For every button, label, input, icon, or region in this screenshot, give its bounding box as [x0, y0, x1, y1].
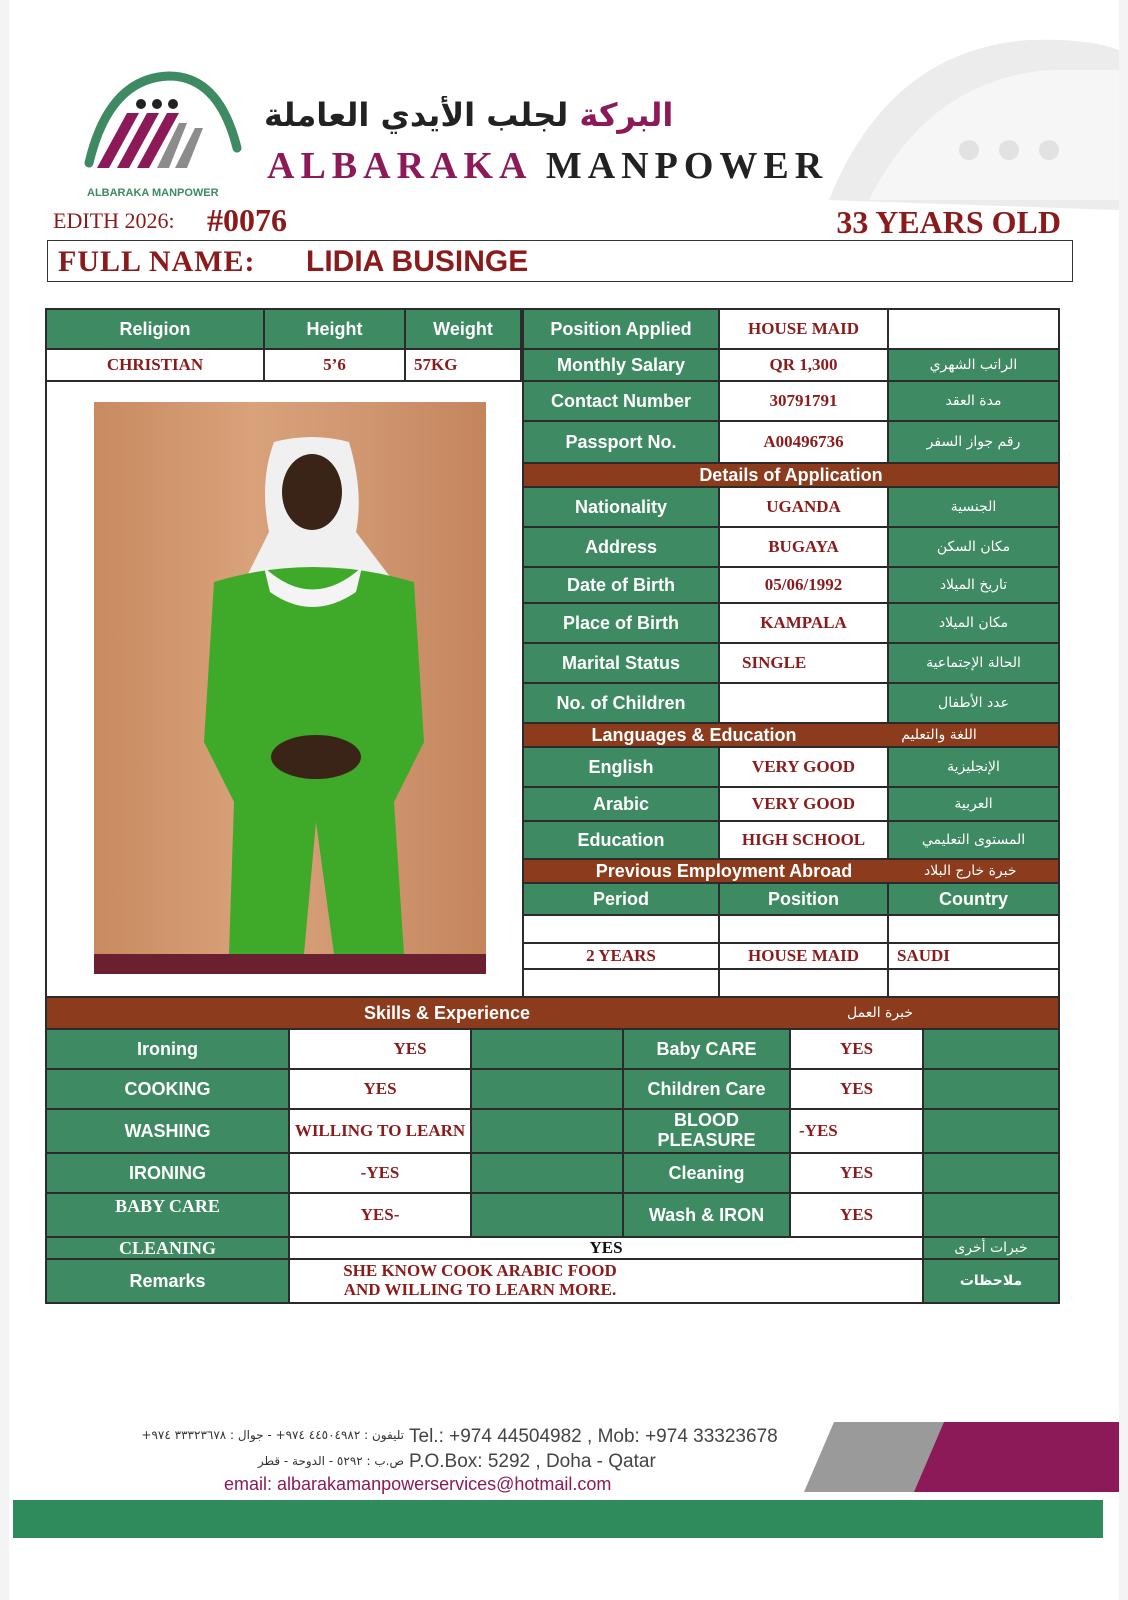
education-value: HIGH SCHOOL: [718, 820, 889, 860]
remarks-text: SHE KNOW COOK ARABIC FOOD AND WILLING TO LEARN MORE.: [343, 1261, 617, 1299]
nationality-value: UGANDA: [718, 486, 889, 528]
skill-left-label: Ironing: [45, 1028, 290, 1070]
skill-left-value: YES: [288, 1028, 472, 1070]
position-applied-value: HOUSE MAID: [718, 308, 889, 350]
employment-country: SAUDI: [887, 942, 1060, 970]
skills-header-arabic: خبرة العمل: [847, 1005, 913, 1021]
footer-email[interactable]: email: albarakamanpowerservices@hotmail.com: [224, 1474, 612, 1494]
position-applied-label: Position Applied: [522, 308, 720, 350]
skill-right-value: YES: [789, 1068, 924, 1110]
dob-value: 05/06/1992: [718, 566, 889, 604]
children-label: No. of Children: [522, 682, 720, 724]
cleaning-label: CLEANING: [45, 1236, 290, 1260]
skill-right-spacer: [922, 1192, 1060, 1238]
employment-period: 2 YEARS: [522, 942, 720, 970]
employment-empty-country: [887, 914, 1060, 944]
footer-arabic-phone: تليفون : ٤٤٥٠٤٩٨٢ ٩٧٤+ - جوال : ٣٣٣٢٣٦٧٨ ٩٧٤+: [141, 1428, 404, 1442]
footer-arabic-pobox: ص.ب : ٥٢٩٢ - الدوحة - قطر: [257, 1454, 404, 1468]
contact-number-value: 30791791: [718, 380, 889, 422]
full-name-box: [47, 240, 1073, 282]
marital-status-label: Marital Status: [522, 642, 720, 684]
skill-right-spacer: [922, 1068, 1060, 1110]
logo-caption: ALBARAKA MANPOWER: [87, 187, 219, 199]
position-column-label: Position: [718, 882, 889, 916]
skill-spacer: [470, 1192, 624, 1238]
skill-left-value: YES: [288, 1068, 472, 1110]
languages-header: [522, 722, 1060, 748]
full-name-value: LIDIA BUSINGE: [306, 245, 529, 278]
address-arabic: مكان السكن: [887, 526, 1060, 568]
employment-empty-position-2: [718, 968, 889, 998]
weight-value: 57KG: [404, 348, 522, 382]
country-label: Country: [887, 882, 1060, 916]
footer-tel: Tel.: +974 44504982 , Mob: +974 33323678: [409, 1426, 778, 1447]
skill-right-label: BLOOD PLEASURE: [622, 1108, 791, 1154]
children-arabic: عدد الأطفال: [887, 682, 1060, 724]
address-label: Address: [522, 526, 720, 568]
children-value: [718, 682, 889, 724]
passport-arabic: رقم جواز السفر: [887, 420, 1060, 464]
dob-label: Date of Birth: [522, 566, 720, 604]
footer-pobox: P.O.Box: 5292 , Doha - Qatar: [409, 1451, 656, 1472]
religion-value: CHRISTIAN: [45, 348, 265, 382]
skill-spacer: [470, 1068, 624, 1110]
address-value: BUGAYA: [718, 526, 889, 568]
skill-left-value: WILLING TO LEARN: [288, 1108, 472, 1154]
skill-right-spacer: [922, 1152, 1060, 1194]
weight-label: Weight: [404, 308, 522, 350]
decorative-arch-watermark: [829, 30, 1119, 210]
arabic-company-title: البركة لجلب الأيدي العاملة: [264, 96, 674, 134]
full-name-label: FULL NAME:: [58, 245, 256, 278]
employment-empty-position: [718, 914, 889, 944]
skill-right-value: YES: [789, 1028, 924, 1070]
dob-arabic: تاريخ الميلاد: [887, 566, 1060, 604]
footer-decoration: [804, 1422, 1119, 1492]
religion-label: Religion: [45, 308, 265, 350]
skill-spacer: [470, 1028, 624, 1070]
employment-empty-country-2: [887, 968, 1060, 998]
skill-right-spacer: [922, 1108, 1060, 1154]
monthly-salary-value: QR 1,300: [718, 348, 889, 382]
remarks-value: [288, 1258, 924, 1304]
nationality-label: Nationality: [522, 486, 720, 528]
skill-spacer: [470, 1108, 624, 1154]
details-header: Details of Application: [522, 462, 1060, 488]
height-value: 5’6: [263, 348, 406, 382]
cleaning-value: YES: [288, 1236, 924, 1260]
employment-empty-period-2: [522, 968, 720, 998]
skill-left-value: -YES: [288, 1152, 472, 1194]
marital-status-value: SINGLE: [718, 642, 889, 684]
english-arabic: الإنجليزية: [887, 746, 1060, 788]
footer-green-band: [13, 1500, 1103, 1538]
contact-number-label: Contact Number: [522, 380, 720, 422]
english-value: VERY GOOD: [718, 746, 889, 788]
skill-left-label: IRONING: [45, 1152, 290, 1194]
languages-header-arabic: اللغة والتعليم: [901, 727, 977, 743]
age: 33 YEARS OLD: [836, 204, 1061, 240]
skill-right-label: Baby CARE: [622, 1028, 791, 1070]
remarks-arabic: ملاحظات: [922, 1258, 1060, 1304]
height-label: Height: [263, 308, 406, 350]
education-label: Education: [522, 820, 720, 860]
place-of-birth-label: Place of Birth: [522, 602, 720, 644]
passport-value: A00496736: [718, 420, 889, 464]
education-arabic: المستوى التعليمي: [887, 820, 1060, 860]
passport-label: Passport No.: [522, 420, 720, 464]
skills-header: [45, 996, 1060, 1030]
employment-empty-period: [522, 914, 720, 944]
arabic-value: VERY GOOD: [718, 786, 889, 822]
english-label: English: [522, 746, 720, 788]
skill-right-value: -YES: [789, 1108, 924, 1154]
candidate-photo: [94, 402, 486, 974]
place-of-birth-arabic: مكان الميلاد: [887, 602, 1060, 644]
skill-left-label: WASHING: [45, 1108, 290, 1154]
languages-header-text: Languages & Education: [591, 724, 797, 745]
other-experience-arabic: خبرات أخرى: [922, 1236, 1060, 1260]
skill-right-label: Children Care: [622, 1068, 791, 1110]
contact-number-arabic: مدة العقد: [887, 380, 1060, 422]
monthly-salary-arabic: الراتب الشهري: [887, 348, 1060, 382]
skill-left-label: BABY CARE: [45, 1192, 290, 1238]
edition-label: EDITH 2026:: [53, 208, 175, 233]
edition-number: #0076: [207, 202, 287, 238]
skill-right-value: YES: [789, 1152, 924, 1194]
monthly-salary-label: Monthly Salary: [522, 348, 720, 382]
skill-left-value: YES-: [288, 1192, 472, 1238]
skill-right-label: Cleaning: [622, 1152, 791, 1194]
skill-right-label: Wash & IRON: [622, 1192, 791, 1238]
skill-spacer: [470, 1152, 624, 1194]
nationality-arabic: الجنسية: [887, 486, 1060, 528]
arabic-arabic: العربية: [887, 786, 1060, 822]
employment-header: [522, 858, 1060, 884]
remarks-label: Remarks: [45, 1258, 290, 1304]
skill-right-value: YES: [789, 1192, 924, 1238]
marital-status-arabic: الحالة الإجتماعية: [887, 642, 1060, 684]
period-label: Period: [522, 882, 720, 916]
cv-page: [9, 0, 1119, 1600]
employment-header-text: Previous Employment Abroad: [595, 860, 853, 881]
skill-left-label: COOKING: [45, 1068, 290, 1110]
skills-header-text: Skills & Experience: [363, 1002, 531, 1023]
employment-position: HOUSE MAID: [718, 942, 889, 970]
employment-header-arabic: خبرة خارج البلاد: [924, 863, 1017, 879]
arabic-label: Arabic: [522, 786, 720, 822]
albaraka-logo: [79, 68, 244, 203]
skill-right-spacer: [922, 1028, 1060, 1070]
place-of-birth-value: KAMPALA: [718, 602, 889, 644]
position-applied-extra: [887, 308, 1060, 350]
company-title: ALBARAKA MANPOWER: [267, 145, 829, 187]
